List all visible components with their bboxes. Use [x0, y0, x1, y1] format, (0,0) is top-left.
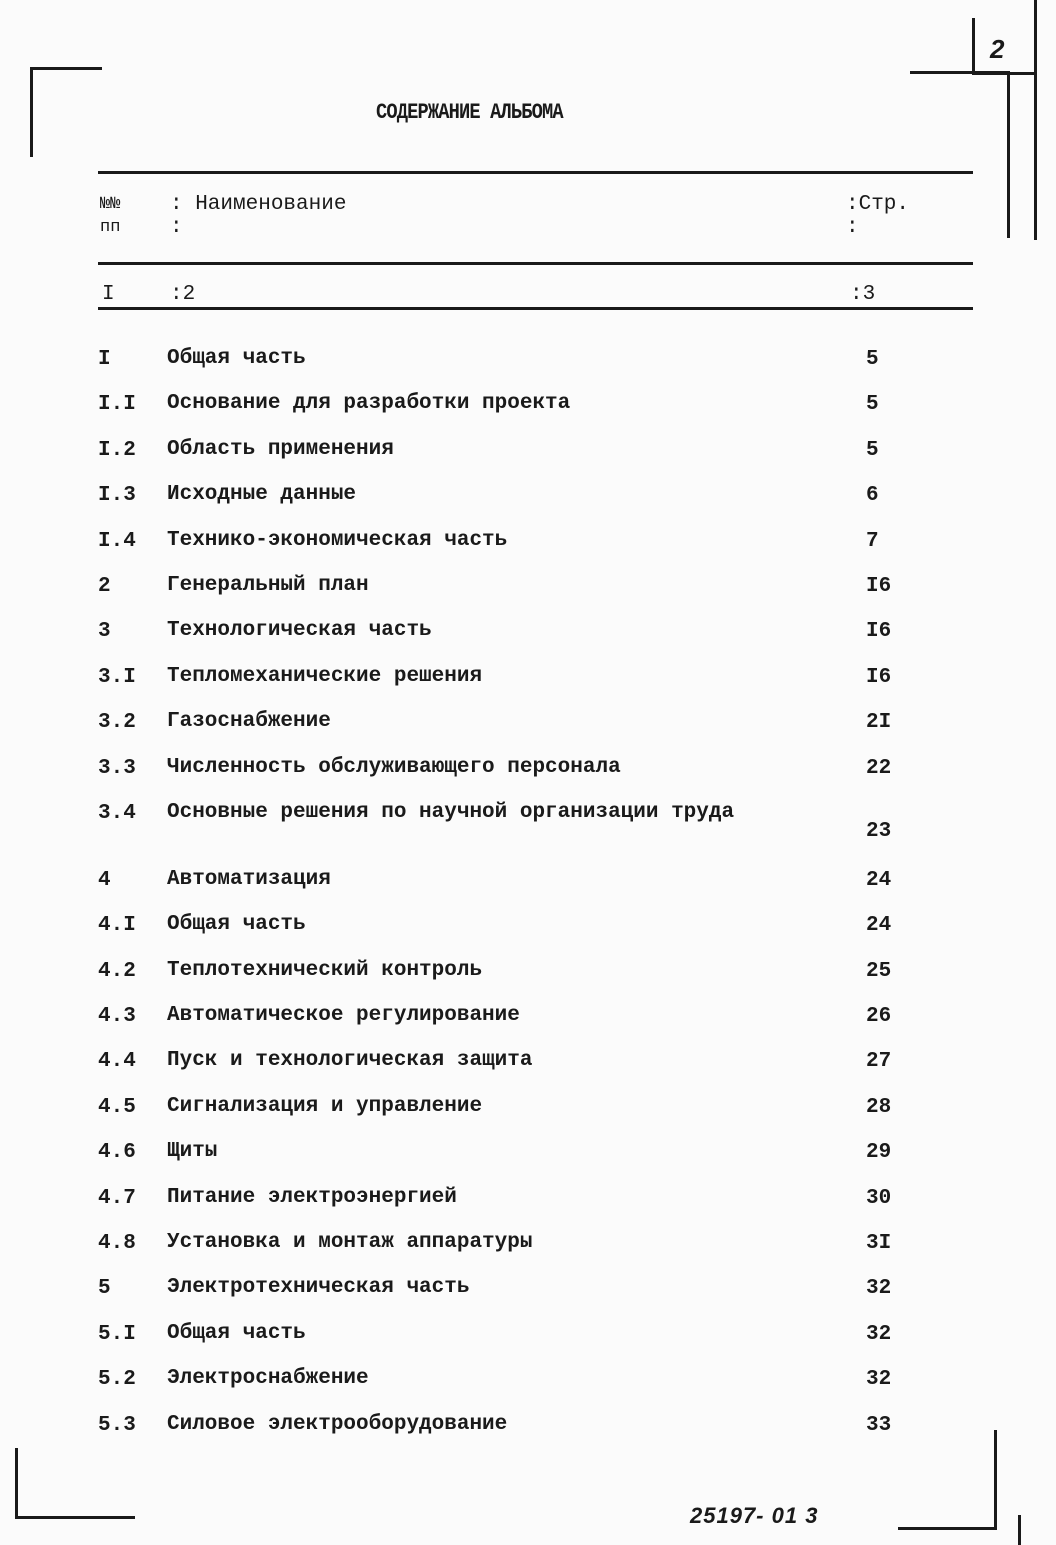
- table-row: [0, 439, 1056, 484]
- header-bottom-rule: [98, 262, 973, 265]
- row-page: I6: [866, 665, 892, 689]
- row-page: 7: [866, 529, 879, 553]
- frame-corner-bottom-right-h: [898, 1527, 997, 1530]
- row-number: I.I: [98, 393, 136, 417]
- row-page: 5: [866, 348, 879, 371]
- table-row: [0, 1141, 1056, 1186]
- row-number: 5.3: [98, 1413, 136, 1437]
- table-row: [0, 1187, 1056, 1232]
- row-number: 5.I: [98, 1322, 136, 1346]
- row-title: Установка и монтаж аппаратуры: [167, 1231, 533, 1255]
- page-title: СОДЕРЖАНИЕ АЛЬБОМА: [376, 100, 563, 125]
- row-title: Автоматическое регулирование: [167, 1004, 520, 1028]
- row-page: 24: [866, 914, 892, 938]
- table-row: [0, 711, 1056, 756]
- table-row: [0, 914, 1056, 959]
- row-title: Основные решения по научной организации труда: [167, 800, 735, 824]
- row-title: Газоснабжение: [167, 710, 331, 734]
- table-row: [0, 620, 1056, 665]
- row-number: 4.4: [98, 1050, 136, 1074]
- frame-bottom-right-v2: [1018, 1515, 1021, 1545]
- row-page: 29: [866, 1141, 892, 1165]
- header-top-rule: [98, 171, 973, 174]
- table-row: [0, 1096, 1056, 1141]
- frame-corner-top-left-h: [32, 67, 102, 70]
- frame-right-v: [1007, 74, 1010, 238]
- row-title: Силовое электрооборудование: [167, 1412, 508, 1436]
- row-number: 5: [98, 1277, 111, 1301]
- sheet-number: 2: [990, 34, 1005, 64]
- document-code: 25197- 01 3: [690, 1503, 819, 1528]
- table-row: [0, 393, 1056, 438]
- row-title: Технико-экономическая часть: [167, 528, 508, 552]
- row-number: 4.8: [98, 1232, 136, 1256]
- column-number-num: I: [102, 283, 115, 306]
- row-number: 4.6: [98, 1141, 136, 1165]
- row-number: 3.4: [98, 801, 136, 825]
- column-numbers-rule: [98, 307, 973, 310]
- contents-list: [0, 348, 1056, 1459]
- row-title: Генеральный план: [167, 573, 369, 597]
- row-page: 32: [866, 1368, 892, 1392]
- frame-corner-bottom-left-h: [15, 1516, 135, 1519]
- row-page: 32: [866, 1322, 892, 1346]
- row-title: Теплотехнический контроль: [167, 958, 483, 982]
- row-page: 3I: [866, 1232, 892, 1256]
- row-number: 4.2: [98, 959, 136, 983]
- row-number: 2: [98, 574, 111, 598]
- row-number: I.3: [98, 484, 136, 508]
- row-number: 3: [98, 620, 111, 644]
- table-row: [0, 1368, 1056, 1413]
- row-title: Сигнализация и управление: [167, 1094, 483, 1118]
- row-title: Исходные данные: [167, 483, 357, 507]
- row-title: Общая часть: [167, 347, 306, 370]
- header-page: :Стр.: [846, 193, 910, 216]
- table-row: [0, 1277, 1056, 1322]
- row-title: Область применения: [167, 437, 394, 461]
- row-page: 32: [866, 1277, 892, 1301]
- row-number: 4: [98, 868, 111, 892]
- table-row: [0, 869, 1056, 914]
- table-row: [0, 530, 1056, 575]
- table-row: [0, 666, 1056, 711]
- row-title: Автоматизация: [167, 867, 331, 891]
- row-page: I6: [866, 574, 892, 598]
- row-title: Электроснабжение: [167, 1367, 369, 1391]
- row-page: 28: [866, 1095, 892, 1119]
- table-row: [0, 802, 1056, 869]
- header-num-line2: пп: [100, 218, 121, 237]
- row-number: I.4: [98, 529, 136, 553]
- row-page: 25: [866, 959, 892, 983]
- table-row: [0, 757, 1056, 802]
- row-page: 26: [866, 1005, 892, 1029]
- row-number: 4.5: [98, 1095, 136, 1119]
- row-number: 4.I: [98, 914, 136, 938]
- table-row: [0, 1232, 1056, 1277]
- row-number: 4.7: [98, 1186, 136, 1210]
- row-page: 30: [866, 1186, 892, 1210]
- row-title: Питание электроэнергией: [167, 1185, 457, 1209]
- frame-corner-top-left-v: [30, 67, 33, 157]
- row-page: 23: [866, 819, 892, 843]
- table-row: [0, 1050, 1056, 1095]
- sheet-number-box: [972, 18, 1037, 75]
- row-page: 6: [866, 484, 879, 508]
- row-page: 22: [866, 756, 892, 780]
- row-title: Тепломеханические решения: [167, 664, 483, 688]
- column-number-page: :3: [850, 283, 876, 306]
- row-page: 27: [866, 1050, 892, 1074]
- row-number: 3.2: [98, 711, 136, 735]
- row-page: I6: [866, 620, 892, 644]
- table-row: [0, 1323, 1056, 1368]
- row-page: 33: [866, 1413, 892, 1437]
- table-row: [0, 960, 1056, 1005]
- row-page: 5: [866, 393, 879, 417]
- row-number: I: [98, 348, 111, 371]
- row-number: 3.3: [98, 756, 136, 780]
- row-title: Основание для разработки проекта: [167, 392, 571, 416]
- column-number-name: :2: [170, 283, 196, 306]
- row-page: 24: [866, 868, 892, 892]
- row-title: Общая часть: [167, 1321, 306, 1345]
- header-page-colon: :: [846, 216, 859, 239]
- row-number: 4.3: [98, 1005, 136, 1029]
- row-number: 3.I: [98, 665, 136, 689]
- row-title: Пуск и технологическая защита: [167, 1049, 533, 1073]
- row-title: Технологическая часть: [167, 619, 432, 643]
- row-title: Численность обслуживающего персонала: [167, 755, 621, 779]
- row-title: Щиты: [167, 1140, 218, 1164]
- row-title: Общая часть: [167, 913, 306, 937]
- table-row: [0, 484, 1056, 529]
- header-name-colon: :: [170, 216, 183, 239]
- row-page: 2I: [866, 711, 892, 735]
- table-row: [0, 575, 1056, 620]
- row-number: I.2: [98, 438, 136, 462]
- header-name: : Наименование: [170, 193, 347, 216]
- row-page: 5: [866, 438, 879, 462]
- table-row: [0, 1414, 1056, 1459]
- table-row: [0, 348, 1056, 393]
- table-row: [0, 1005, 1056, 1050]
- row-title: Электротехническая часть: [167, 1276, 470, 1300]
- row-number: 5.2: [98, 1368, 136, 1392]
- header-num-line1: №№: [100, 195, 121, 214]
